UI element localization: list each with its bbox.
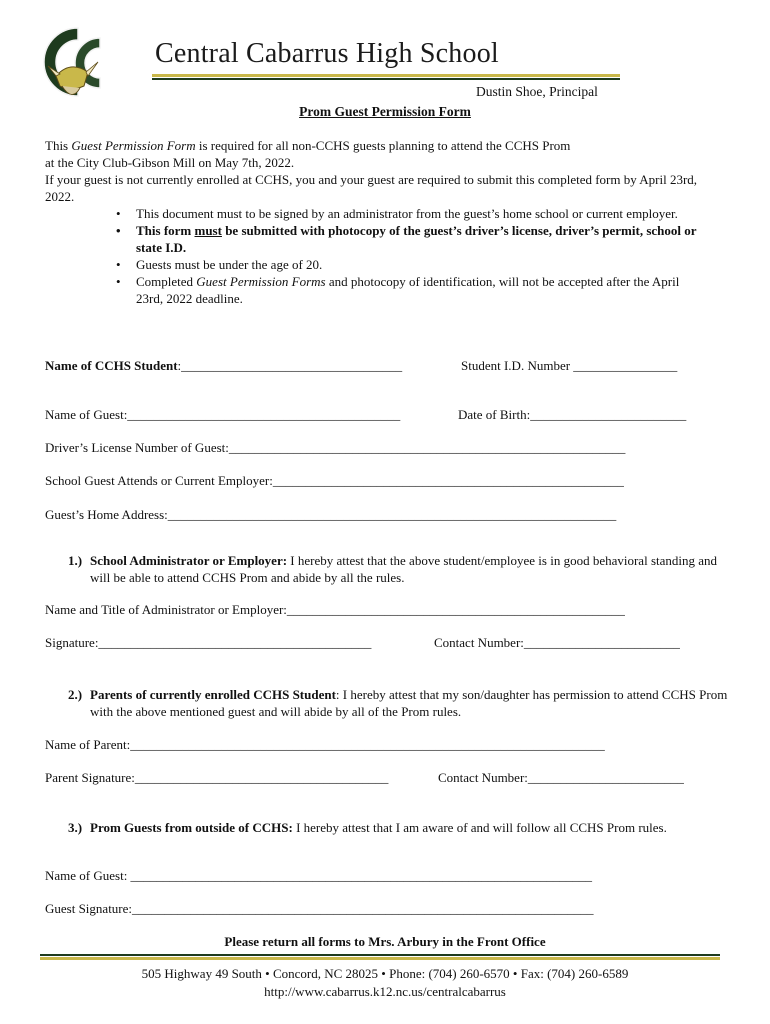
bullet-text: Completed — [136, 274, 197, 289]
footer-green-rule — [40, 954, 720, 956]
parent-name-field[interactable]: Name of Parent:_________________________________________________________________________ — [45, 737, 605, 752]
field-line: :__________________________________ — [177, 358, 403, 373]
school-logo-icon — [40, 22, 116, 106]
student-name-field[interactable] — [45, 357, 402, 374]
bullet-text: This form — [136, 223, 195, 238]
field-label: Name of CCHS Student — [45, 358, 178, 373]
section-outside-guests — [68, 819, 730, 836]
section-body: I hereby attest that I am aware of and will follow all CCHS Prom rules. — [292, 820, 667, 835]
section-text — [90, 552, 730, 586]
administrator-signature-field[interactable]: Signature:__________________________________________ — [45, 635, 372, 650]
section-administrator — [68, 552, 730, 586]
home-address-field[interactable]: Guest’s Home Address:_____________________________________________________________________ — [45, 507, 617, 522]
section-heading: Parents of currently enrolled CCHS Student — [90, 687, 336, 702]
list-item — [136, 222, 706, 256]
intro-paragraph-1 — [45, 137, 725, 171]
bullet-text: and photocopy of identification, will not be accepted after the April 23rd, 2022 deadline. — [136, 274, 680, 306]
list-item: • Guests must be under the age of 20. — [136, 256, 706, 273]
list-item: • This document must to be signed by an administrator from the guest’s home school or current employer. — [136, 205, 706, 222]
intro-form-name: Guest Permission Form — [71, 138, 196, 153]
administrator-contact-field[interactable]: Contact Number:________________________ — [434, 635, 680, 650]
footer-url[interactable]: http://www.cabarrus.k12.nc.us/centralcabarrus — [264, 984, 506, 999]
parent-contact-field[interactable]: Contact Number:________________________ — [438, 770, 684, 785]
section-body: : I hereby attest that my son/daughter has permission to attend CCHS Prom with the above mentioned guest and will abide by all of the Prom rules. — [90, 687, 728, 719]
parent-signature-field[interactable]: Parent Signature:_______________________________________ — [45, 770, 389, 785]
section-heading: Prom Guests from outside of CCHS: — [90, 820, 293, 835]
section-number: 3.) — [68, 820, 83, 835]
list-item — [136, 273, 706, 307]
section-parents — [68, 686, 730, 720]
section-heading: School Administrator or Employer: — [90, 553, 288, 568]
footer-address: 505 Highway 49 South • Concord, NC 28025 • Phone: (704) 260-6570 • Fax: (704) 260-6589 — [141, 966, 629, 981]
administrator-name-field[interactable]: Name and Title of Administrator or Employer:____________________________________________________ — [45, 602, 625, 617]
header-green-rule — [152, 78, 620, 80]
intro-text: at the City Club-Gibson Mill on May 7th, 2022. — [45, 155, 295, 170]
guest-name-confirm-field[interactable]: Name of Guest: _______________________________________________________________________ — [45, 868, 593, 883]
school-employer-field[interactable]: School Guest Attends or Current Employer:______________________________________________________ — [45, 473, 624, 488]
bullet-emphasis: must — [194, 223, 222, 238]
section-number: 2.) — [68, 687, 83, 702]
guest-signature-field[interactable]: Guest Signature:_______________________________________________________________________ — [45, 901, 594, 916]
return-instructions: Please return all forms to Mrs. Arbury in the Front Office — [224, 934, 546, 949]
student-id-field[interactable]: Student I.D. Number ________________ — [461, 358, 678, 373]
footer-gold-rule — [40, 957, 720, 960]
section-number: 1.) — [68, 553, 83, 568]
principal-name: Dustin Shoe, Principal — [476, 84, 598, 99]
intro-text: This — [45, 138, 72, 153]
section-body: I hereby attest that the above student/employee is in good behavioral standing and will be able to attend CCHS Prom and abide by all the rules. — [90, 553, 718, 585]
intro-text: is required for all non-CCHS guests planning to attend the CCHS Prom — [195, 138, 571, 153]
guest-name-field[interactable]: Name of Guest:__________________________________________ — [45, 407, 401, 422]
date-of-birth-field[interactable]: Date of Birth:________________________ — [458, 407, 687, 422]
bullet-emphasis: Guest Permission Forms — [196, 274, 326, 289]
requirements-list — [136, 205, 706, 307]
intro-paragraph-2: If your guest is not currently enrolled at CCHS, you and your guest are required to submit this completed form by April 23rd, 2022. — [45, 172, 698, 204]
bullet-text: be submitted with photocopy of the guest’s driver’s license, driver’s permit, school or state I.D. — [136, 223, 697, 255]
drivers-license-field[interactable]: Driver’s License Number of Guest:_____________________________________________________________ — [45, 440, 626, 455]
section-text — [90, 686, 730, 720]
school-name: Central Cabarrus High School — [155, 38, 499, 69]
form-title: Prom Guest Permission Form — [299, 104, 471, 119]
header-gold-rule — [152, 74, 620, 77]
section-text — [90, 819, 730, 836]
